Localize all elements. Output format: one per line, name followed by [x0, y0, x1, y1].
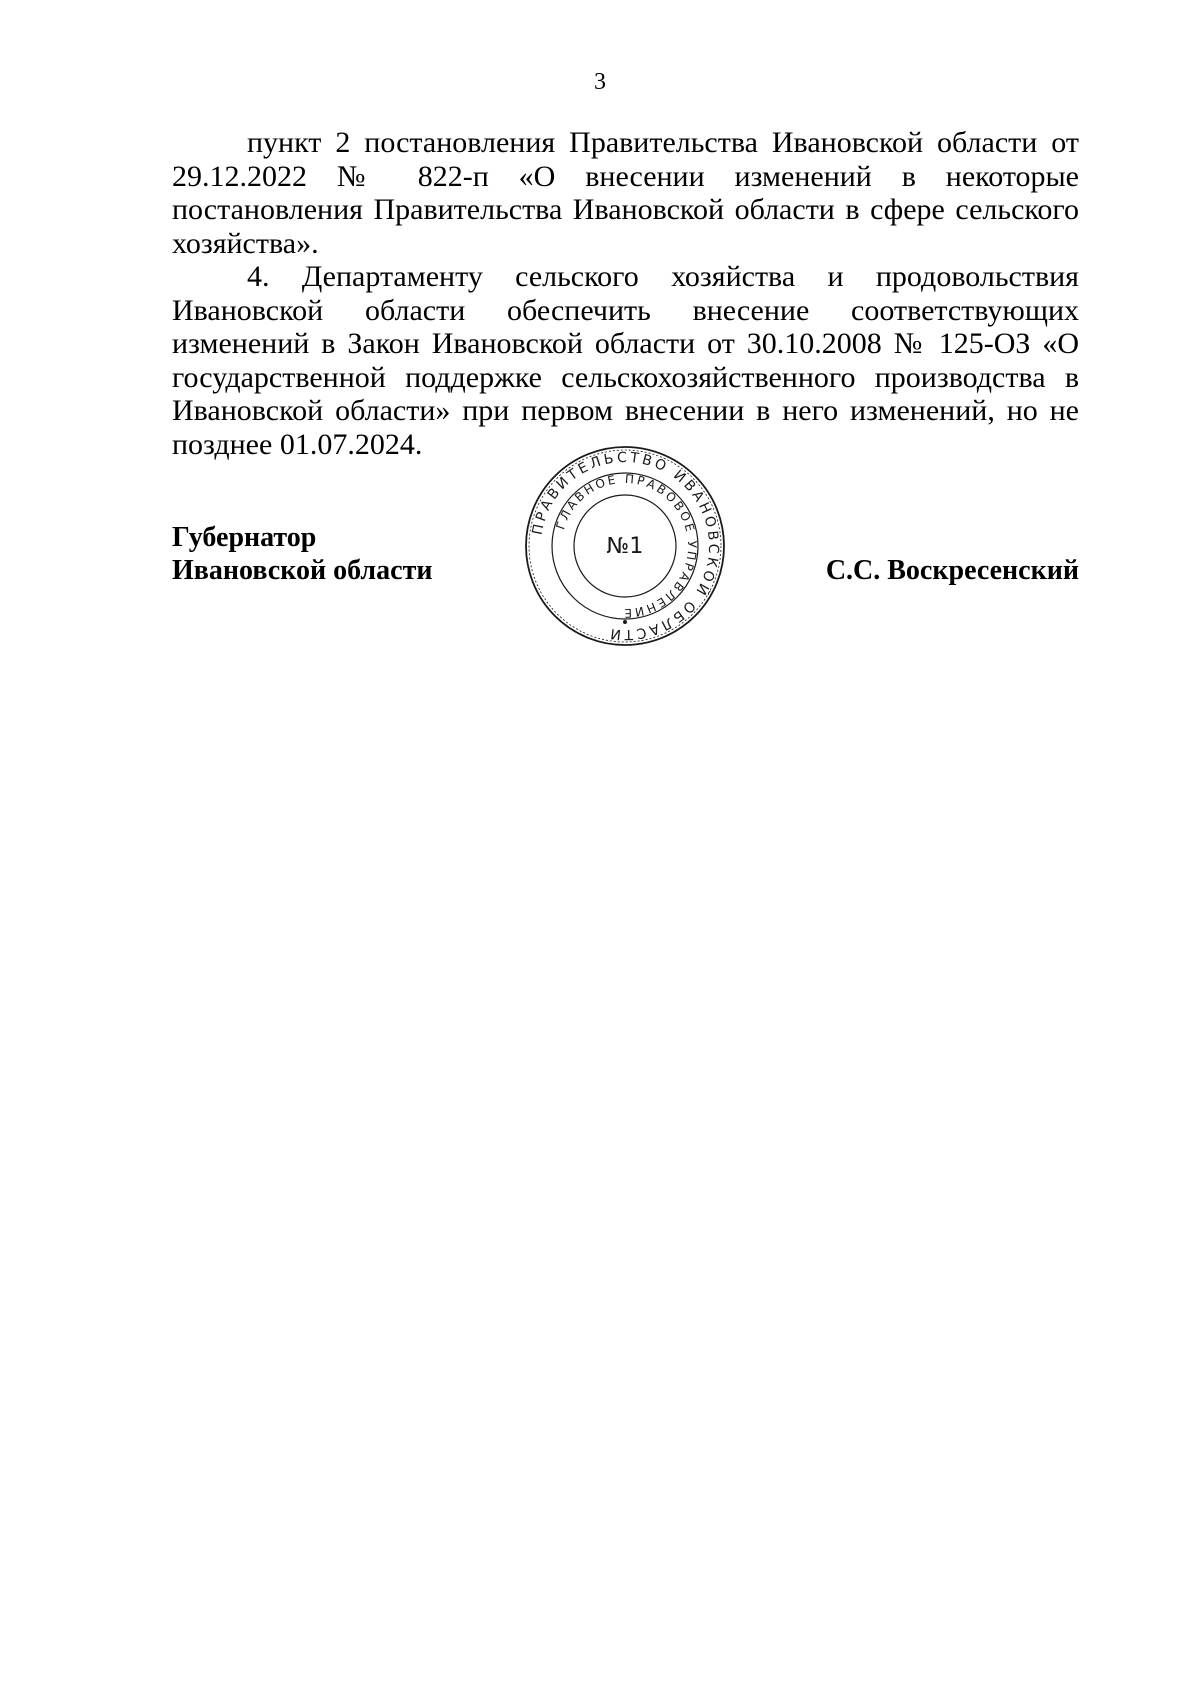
stamp-dot	[623, 620, 627, 624]
document-body	[172, 126, 1079, 461]
signer-name: С.С. Воскресенский	[825, 555, 1079, 586]
signer-region: Ивановской области	[172, 555, 433, 586]
signer-position: Губернатор	[172, 522, 317, 553]
paragraph-item-4: 4. Департаменту сельского хозяйства и продовольствия Ивановской области обеспечить внесение соответствующих изменений в Закон Ивановской области от 30.10.2008 № 125-ОЗ «О государственной поддержке сельскохозяйственного производства в Ивановской области» при первом внесении в него изменений, но не позднее 01.07.2024.	[172, 260, 1079, 461]
signer-title	[172, 521, 432, 587]
stamp-inner-textpath: ГЛАВНОЕ ПРАВОВОЕ УПРАВЛЕНИЕ	[553, 471, 700, 621]
paragraph-item-2: пункт 2 постановления Правительства Ивановской области от 29.12.2022 № 822-п «О внесении изменений в некоторые постановления Правительства Ивановской области в сфере сельского хозяйства».	[172, 126, 1079, 260]
stamp-center-text: №1	[606, 534, 644, 559]
page-number: 3	[594, 69, 606, 95]
official-seal-stamp	[521, 442, 729, 650]
stamp-outer-textpath: ПРАВИТЕЛЬСТВО ИВАНОВСКОЙ ОБЛАСТИ	[529, 449, 722, 643]
